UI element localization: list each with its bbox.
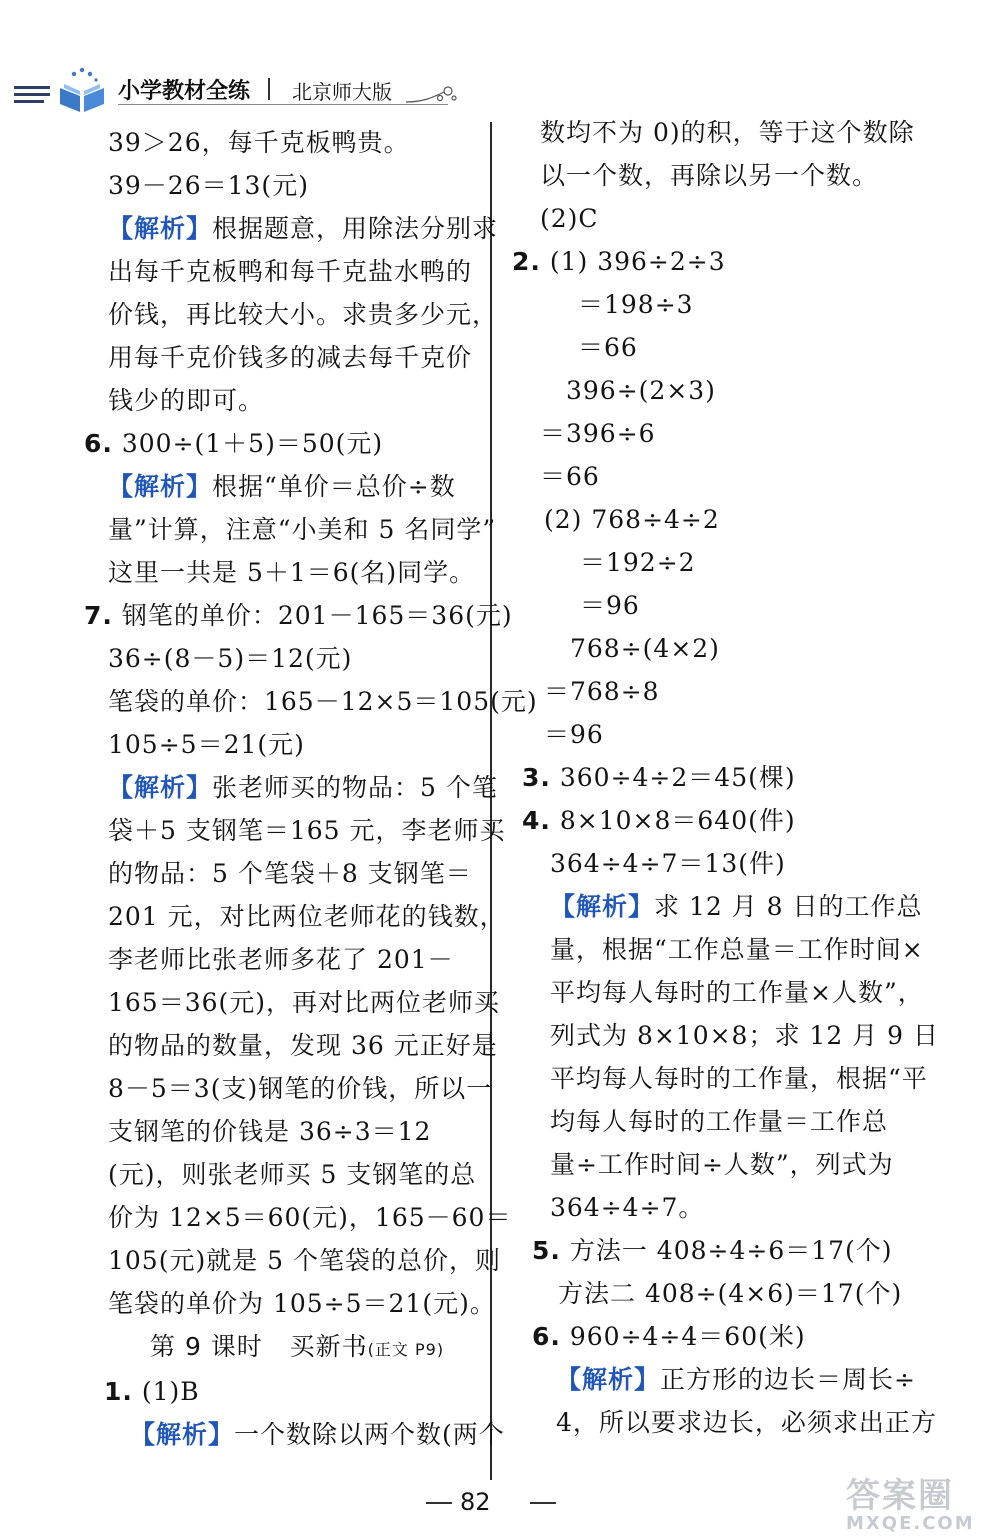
explanation-line: 201 元，对比两位老师花的钱数， [108, 902, 506, 931]
explanation-line: 的物品：5 个笔袋＋8 支钢笔＝ [108, 859, 472, 888]
calc-line: ＝66 [540, 462, 600, 491]
explanation-line: 数均不为 0)的积，等于这个数除 [540, 118, 915, 147]
explanation-line: 的物品的数量，发现 36 元正好是 [108, 1031, 498, 1060]
explanation-text: 根据“单价＝总价÷数 [212, 472, 456, 501]
answer-line: (2)C [540, 204, 599, 233]
header-separator [268, 78, 270, 100]
question-number: 6. [532, 1322, 561, 1351]
explanation-line: 4，所以要求边长，必须求出正方 [556, 1408, 937, 1437]
analysis-tag: 【解析】 [556, 1365, 661, 1394]
answer-text: 钢笔的单价：201－165＝36(元) [121, 601, 513, 630]
explanation-line [556, 1363, 916, 1397]
explanation-line [108, 771, 498, 805]
calc-line: ＝396÷6 [540, 419, 656, 448]
question-3-line [522, 761, 796, 795]
question-2-line [512, 245, 726, 279]
answer-line: 笔袋的单价：165－12×5＝105(元) [108, 687, 538, 716]
explanation-line: 出每千克板鸭和每千克盐水鸭的 [108, 257, 473, 286]
watermark-domain: MXQE.COM [846, 1513, 975, 1534]
header-underline [118, 104, 448, 105]
explanation-line: 量，根据“工作总量＝工作时间× [550, 935, 924, 964]
calc-line: ＝96 [544, 720, 604, 749]
explanation-text: 求 12 月 8 日的工作总 [654, 892, 923, 921]
explanation-line: 量÷工作时间÷人数”，列式为 [550, 1150, 894, 1179]
explanation-line: 支钢笔的价钱是 36÷3＝12 [108, 1117, 432, 1146]
page-number-dash-left [426, 1502, 452, 1504]
question-number: 1. [104, 1377, 133, 1406]
calc-line: ＝198÷3 [578, 290, 694, 319]
header-ornament-icon [404, 84, 460, 106]
answer-line: 105÷5＝21(元) [108, 730, 305, 759]
answer-text: 8×10×8＝640(件) [559, 806, 796, 835]
explanation-line: 平均每人每时的工作量×人数”， [550, 978, 924, 1007]
lesson-title: 买新书 [289, 1332, 368, 1361]
explanation-line: 价钱，再比较大小。求贵多少元， [108, 300, 499, 329]
answer-text: (1) 396÷2÷3 [549, 247, 726, 276]
explanation-line: 105(元)就是 5 个笔袋的总价，则 [108, 1246, 502, 1275]
explanation-line [550, 890, 923, 924]
calc-line: (2) 768÷4÷2 [544, 505, 720, 534]
question-1-line [104, 1375, 200, 1409]
explanation-line: 以一个数，再除以另一个数。 [540, 161, 879, 190]
explanation-line: 袋＋5 支钢笔＝165 元，李老师买 [108, 816, 506, 845]
explanation-line [108, 470, 456, 504]
question-4-line [522, 804, 796, 838]
explanation-text: 张老师买的物品：5 个笔 [212, 773, 498, 802]
question-number: 2. [512, 247, 541, 276]
page-number-dash-right [530, 1502, 556, 1504]
page-header [0, 0, 1002, 120]
explanation-line: 价为 12×5＝60(元)，165－60＝ [108, 1203, 512, 1232]
answer-text: 方法一 408÷4÷6＝17(个) [569, 1236, 893, 1265]
answer-text: 300÷(1＋5)＝50(元) [121, 429, 384, 458]
answer-line: 方法二 408÷(4×6)＝17(个) [558, 1279, 903, 1308]
explanation-line [130, 1418, 505, 1452]
book-title: 小学教材全练 [118, 79, 251, 104]
watermark-logo-text: 答案圈 [846, 1476, 954, 1516]
page-number: 82 [460, 1488, 491, 1516]
book-logo-icon [56, 66, 108, 114]
calc-line: 768÷(4×2) [570, 634, 720, 663]
lesson-label: 第 9 课时 [150, 1332, 263, 1361]
question-number: 7. [84, 601, 113, 630]
answer-line: 36÷(8－5)＝12(元) [108, 644, 353, 673]
explanation-line: 这里一共是 5＋1＝6(名)同学。 [108, 558, 476, 587]
calc-line: 396÷(2×3) [566, 376, 716, 405]
explanation-line: 165＝36(元)，再对比两位老师买 [108, 988, 501, 1017]
answer-text: (1)B [141, 1377, 200, 1406]
explanation-text: 根据题意，用除法分别求 [212, 214, 499, 243]
explanation-line: 钱少的即可。 [108, 386, 265, 415]
calc-line: ＝768÷8 [544, 677, 660, 706]
explanation-line: 8－5＝3(支)钢笔的价钱，所以一 [108, 1074, 493, 1103]
lesson-heading [150, 1330, 444, 1367]
calc-line: ＝96 [580, 591, 640, 620]
explanation-text: 正方形的边长＝周长÷ [660, 1365, 916, 1394]
lesson-page-ref: (正文 P9) [367, 1340, 445, 1359]
explanation-line: 量”计算，注意“小美和 5 名同学” [108, 515, 497, 544]
analysis-tag: 【解析】 [108, 214, 213, 243]
explanation-line: 李老师比张老师多花了 201－ [108, 945, 454, 974]
explanation-line: 平均每人每时的工作量，根据“平 [550, 1064, 928, 1093]
question-6-line [84, 427, 383, 461]
question-number: 5. [532, 1236, 561, 1265]
question-number: 3. [522, 763, 551, 792]
analysis-tag: 【解析】 [108, 773, 213, 802]
question-7-line [84, 599, 513, 633]
analysis-tag: 【解析】 [108, 472, 213, 501]
explanation-line: (元)，则张老师买 5 支钢笔的总 [108, 1160, 477, 1189]
edition-label: 北京师大版 [292, 80, 392, 104]
explanation-line: 均每人每时的工作量＝工作总 [550, 1107, 889, 1136]
question-5-line [532, 1234, 893, 1268]
analysis-tag: 【解析】 [550, 892, 655, 921]
calc-line: ＝192÷2 [580, 548, 696, 577]
explanation-line: 笔袋的单价为 105÷5＝21(元)。 [108, 1289, 496, 1318]
analysis-tag: 【解析】 [130, 1420, 235, 1449]
answer-line: 364÷4÷7＝13(件) [550, 849, 786, 878]
answer-text: 360÷4÷2＝45(棵) [559, 763, 796, 792]
answer-line: 39－26＝13(元) [108, 171, 309, 200]
explanation-line [108, 212, 498, 246]
explanation-line: 列式为 8×10×8；求 12 月 9 日 [550, 1021, 939, 1050]
explanation-text: 一个数除以两个数(两个 [234, 1420, 505, 1449]
watermark [846, 1468, 996, 1532]
explanation-line: 364÷4÷7。 [550, 1193, 705, 1222]
question-number: 4. [522, 806, 551, 835]
question-6-line [532, 1320, 806, 1354]
answer-text: 960÷4÷4＝60(米) [569, 1322, 806, 1351]
question-number: 6. [84, 429, 113, 458]
calc-line: ＝66 [578, 333, 638, 362]
explanation-line: 用每千克价钱多的减去每千克价 [108, 343, 473, 372]
header-decorative-lines [14, 86, 50, 107]
answer-line: 39＞26，每千克板鸭贵。 [108, 128, 410, 157]
